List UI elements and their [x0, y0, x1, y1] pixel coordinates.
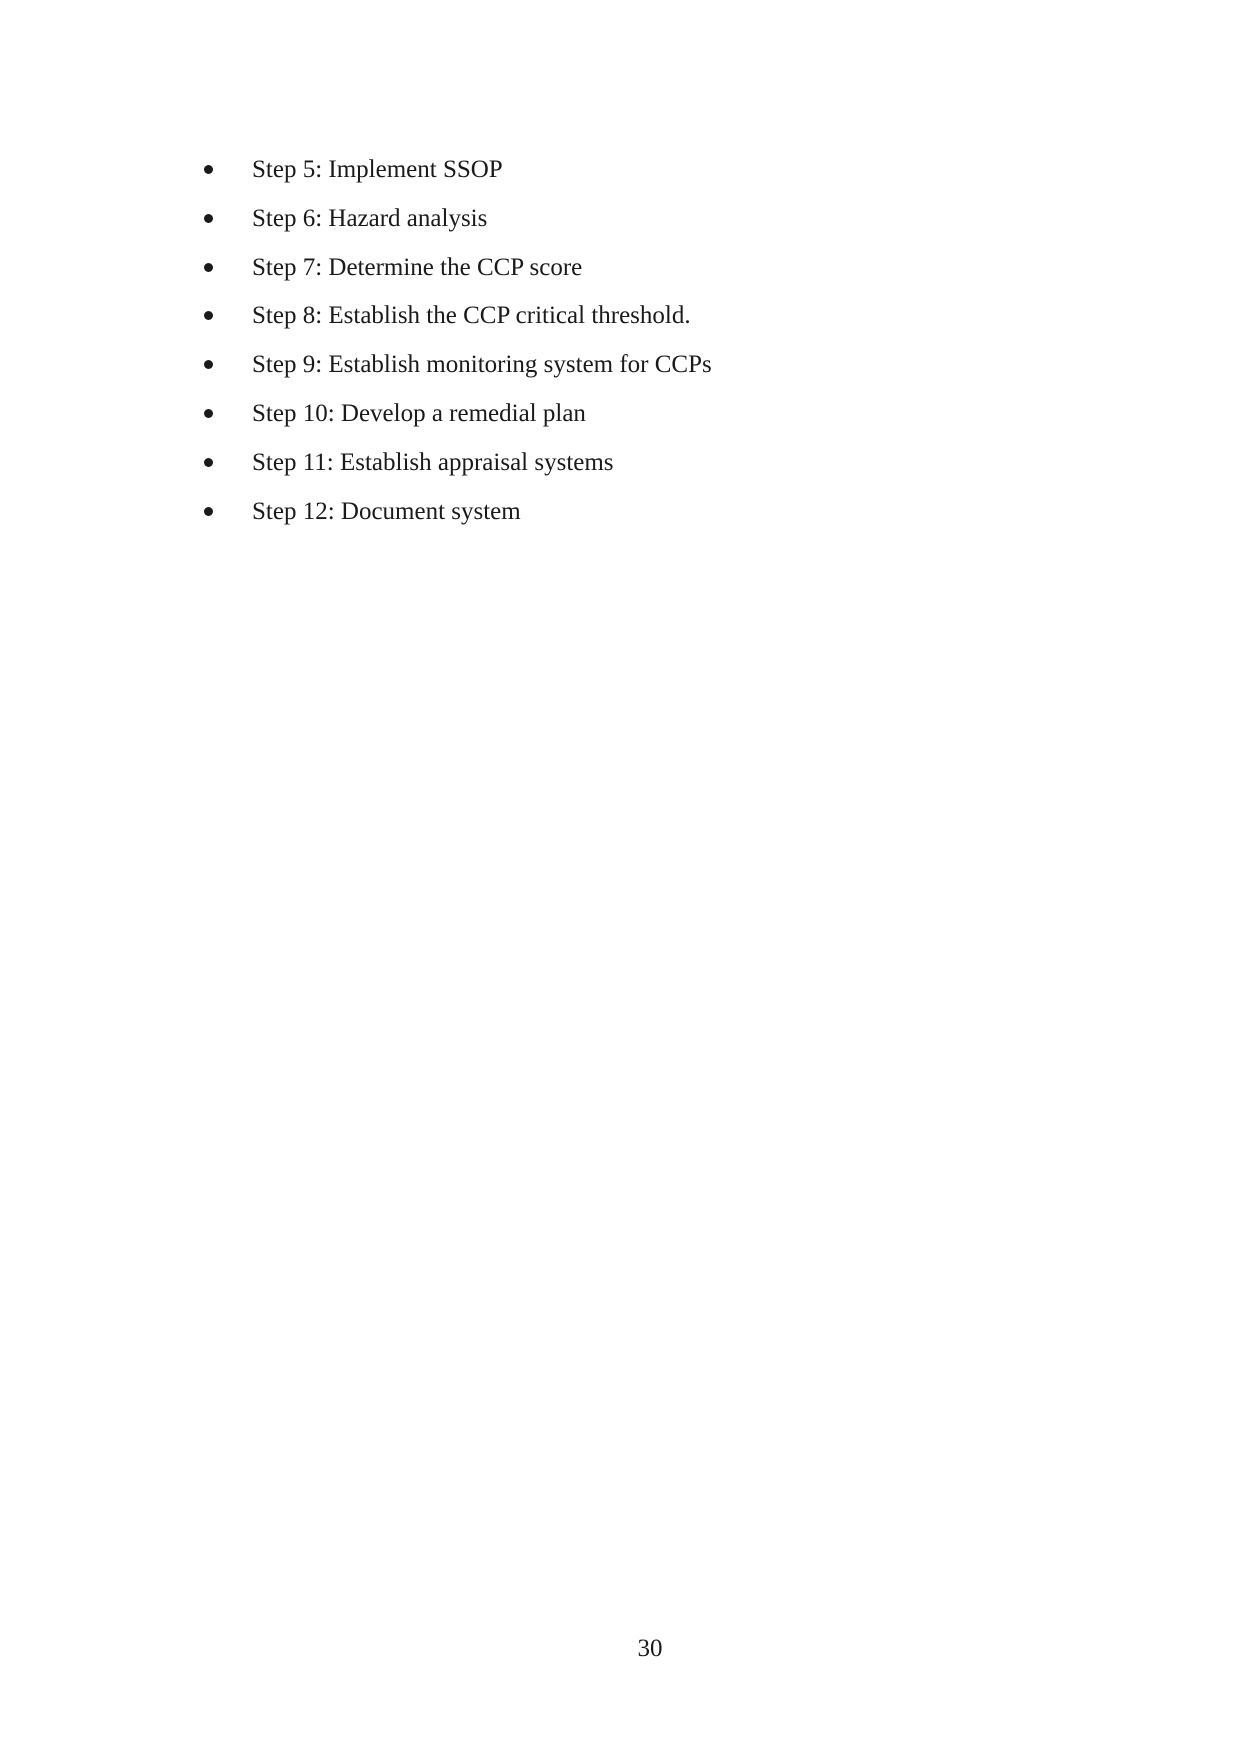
bullet-icon [204, 165, 213, 174]
list-item-text: Step 11: Establish appraisal systems [252, 448, 614, 476]
bullet-icon [204, 311, 213, 320]
list-item-text: Step 12: Document system [252, 497, 521, 525]
bullet-icon [204, 507, 213, 516]
list-item [204, 439, 712, 488]
list-item [204, 195, 712, 244]
list-item-text: Step 5: Implement SSOP [252, 156, 503, 183]
list-item [204, 488, 712, 537]
list-item [204, 146, 712, 195]
bullet-icon [204, 409, 213, 418]
list-item-text: Step 6: Hazard analysis [252, 204, 488, 232]
list-item [204, 390, 712, 439]
list-item [204, 341, 712, 390]
step-list [204, 146, 712, 536]
list-item [204, 292, 712, 341]
list-item-text: Step 7: Determine the CCP score [252, 253, 583, 281]
list-item-text: Step 10: Develop a remedial plan [252, 399, 586, 427]
list-item [204, 244, 712, 293]
list-item-text: Step 8: Establish the CCP critical threshold. [252, 302, 691, 330]
page-number: 30 [637, 1635, 663, 1662]
bullet-icon [204, 263, 213, 272]
bullet-icon [204, 458, 213, 467]
bullet-icon [204, 214, 213, 223]
list-item-text: Step 9: Establish monitoring system for CCPs [252, 351, 712, 379]
bullet-icon [204, 360, 213, 369]
